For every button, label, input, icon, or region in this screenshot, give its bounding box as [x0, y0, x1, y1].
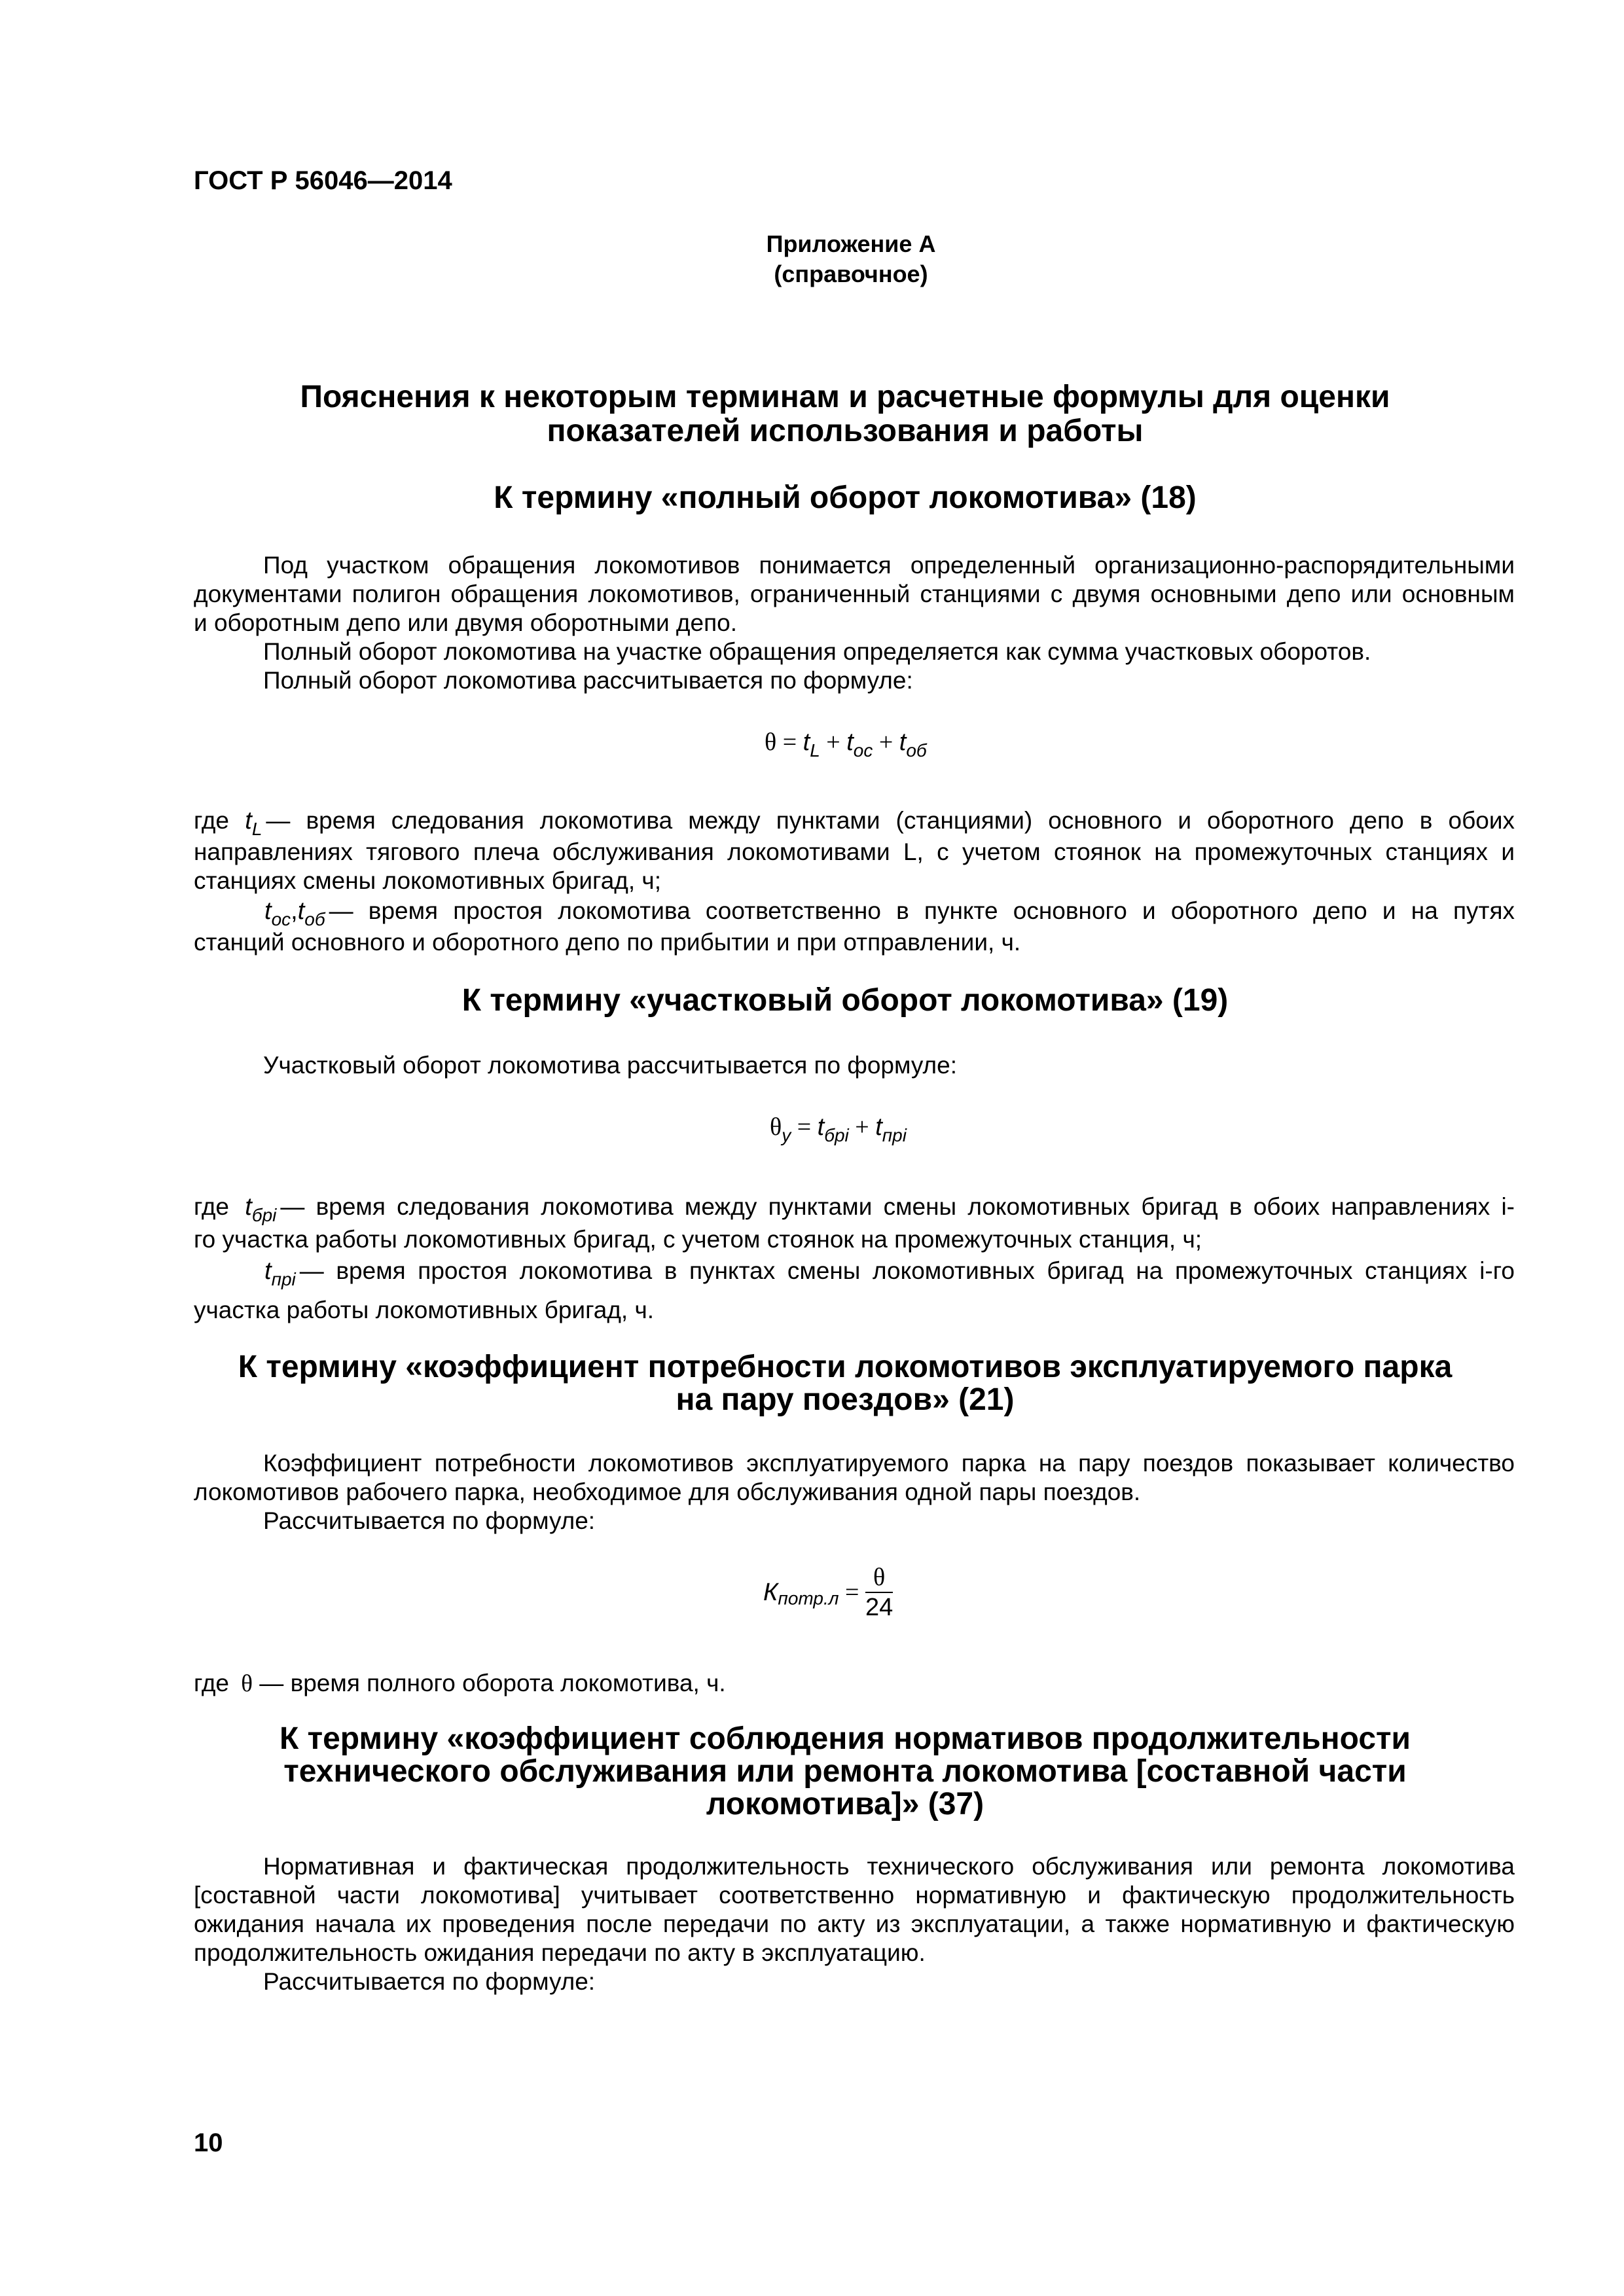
section18-p2: Полный оборот локомотива на участке обращения определяется как сумма участковых оборотов. [263, 638, 1371, 665]
section19-where2-line1: $t_{прi}$ — время простоя локомотива в пунктах смены локомотивных бригад на промежуточных станциях i-го [264, 1257, 1515, 1289]
page-number: 10 [194, 2128, 223, 2157]
section18-where1-line3: станциях смены локомотивных бригад, ч; [194, 867, 661, 894]
formula-section-turnover: $\theta_у = t_{брi} + t_{прi}$ [770, 1113, 907, 1145]
appendix-title: Приложение А [766, 230, 936, 257]
standard-code: ГОСТ Р 56046—2014 [194, 166, 452, 195]
section19-where1-line1: где $t_{брi}$ — время следования локомотива между пунктами смены локомотивных бригад в обоих направлениях i- [194, 1193, 1515, 1225]
section18-p1-line2: документами полигон обращения локомотивов, ограниченный станциями с двумя основными депо или основным [194, 581, 1515, 607]
section18-heading: К термину «полный оборот локомотива» (18) [494, 480, 1197, 515]
section37-heading-line1: К термину «коэффициент соблюдения нормативов продолжительности [279, 1721, 1411, 1756]
section18-where2-line1: $t_{ос},t_{об}$ — время простоя локомотива соответственно в пункте основного и оборотного депо и на путях [264, 897, 1515, 929]
section19-where2-line2: участка работы локомотивных бригад, ч. [194, 1297, 655, 1323]
section37-p2: Рассчитывается по формуле: [263, 1968, 596, 1995]
section18-where2-line2: станций основного и оборотного депо по прибытии и при отправлении, ч. [194, 929, 1021, 956]
section37-heading-line3: локомотива]» (37) [706, 1787, 984, 1821]
section37-heading-line2: технического обслуживания или ремонта локомотива [составной части [283, 1754, 1407, 1789]
section21-heading-line2: на пару поездов» (21) [676, 1382, 1015, 1417]
fraction: $\frac{\theta}{24}$ [865, 1564, 893, 1621]
main-title-line1: Пояснения к некоторым терминам и расчетные формулы для оценки [300, 380, 1390, 414]
section37-p1-line2: [составной части локомотива] учитывает соответственно нормативную и фактическую продолжительность [194, 1882, 1515, 1909]
section21-p1-line2: локомотивов рабочего парка, необходимое для обслуживания одной пары поездов. [194, 1479, 1141, 1505]
section19-heading: К термину «участковый оборот локомотива» (19) [461, 983, 1229, 1018]
appendix-type: (справочное) [774, 260, 928, 287]
section19-where1-line2: го участка работы локомотивных бригад, с учетом стоянок на промежуточных станция, ч; [194, 1226, 1202, 1253]
section21-heading-line1: К термину «коэффициент потребности локомотивов эксплуатируемого парка [238, 1350, 1453, 1384]
section18-p3: Полный оборот локомотива рассчитывается по формуле: [263, 667, 913, 694]
section18-where1-line2: направлениях тягового плеча обслуживания локомотивами L, с учетом стоянок на промежуточных станциях и [194, 838, 1515, 865]
main-title-line2: показателей использования и работы [547, 414, 1144, 448]
section37-p1-line4: продолжительность ожидания передачи по акту в эксплуатацию. [194, 1939, 926, 1966]
section37-p1-line3: ожидания начала их проведения после передачи по акту из эксплуатации, а также нормативную и фактическую [194, 1910, 1515, 1937]
section18-where1-line1: где $t_L$ — время следования локомотива между пунктами (станциями) основного и оборотного депо в обоих [194, 807, 1515, 839]
section18-p1-line1: Под участком обращения локомотивов понимается определенный организационно-распорядительными [263, 552, 1515, 579]
section37-p1-line1: Нормативная и фактическая продолжительность технического обслуживания или ремонта локомотива [263, 1853, 1515, 1880]
section18-p1-line3: и оборотным депо или двумя оборотными депо. [194, 609, 737, 636]
section21-p2: Рассчитывается по формуле: [263, 1507, 596, 1534]
section19-p1: Участковый оборот локомотива рассчитывается по формуле: [263, 1052, 957, 1079]
formula-demand-coefficient: $К_{потр.л}$ = $\frac{\theta}{24}$ [763, 1564, 893, 1621]
section21-where: где θ — время полного оборота локомотива, ч. [194, 1670, 726, 1697]
section21-p1-line1: Коэффициент потребности локомотивов эксплуатируемого парка на пару поездов показывает количество [263, 1450, 1515, 1477]
formula-full-turnover: $\theta = t_L + t_{ос} + t_{об}$ [765, 728, 927, 761]
